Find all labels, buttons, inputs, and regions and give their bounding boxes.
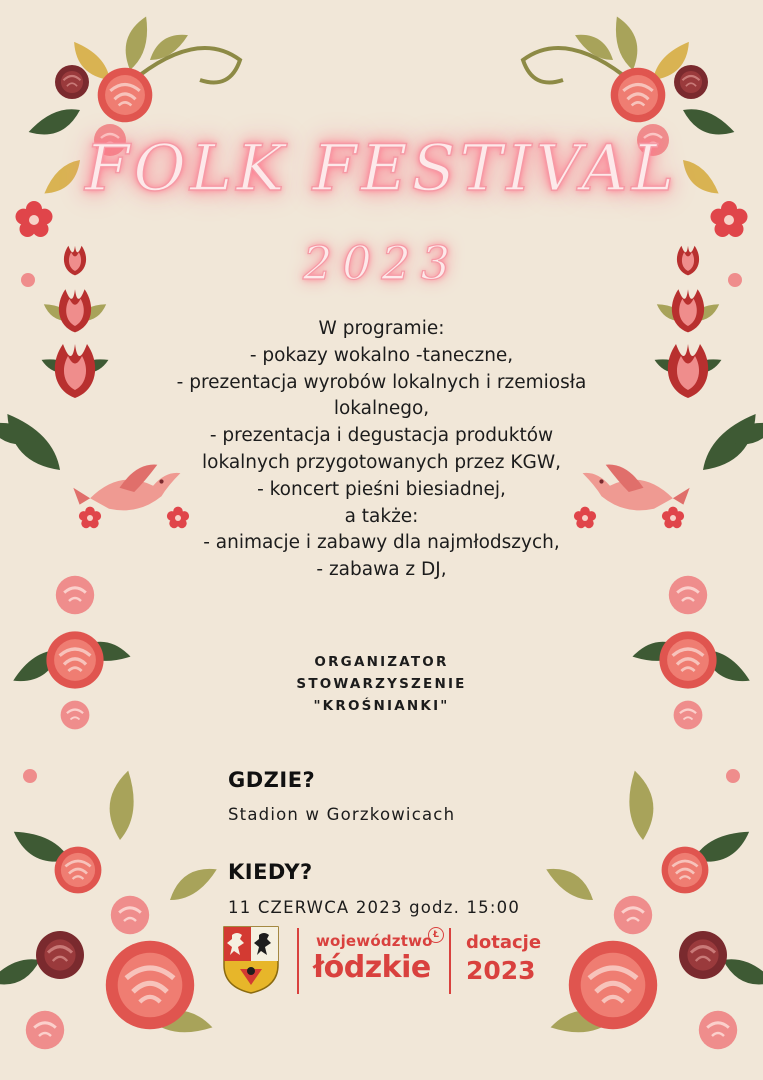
- left-leaves: [0, 403, 63, 482]
- program-line: - koncert pieśni biesiadnej,: [257, 478, 506, 500]
- when-value: 11 CZERWCA 2023 godz. 15:00: [228, 898, 521, 917]
- organizer-label: ORGANIZATOR: [314, 654, 449, 670]
- logo-divider: [297, 928, 299, 994]
- program-line: - animacje i zabawy dla najmłodszych,: [203, 532, 560, 554]
- organizer-name-line2: "KROŚNIANKI": [313, 698, 450, 714]
- corner-bottom-right: [541, 768, 763, 1049]
- right-leaves: [700, 403, 763, 482]
- right-lower-motif: [631, 576, 756, 730]
- program-line: lokalnego,: [333, 398, 430, 420]
- program-line: - prezentacja wyrobów lokalnych i rzemiosła: [176, 371, 587, 393]
- left-lower-motif: [8, 576, 133, 730]
- grant-year: 2023: [466, 956, 536, 985]
- where-label: GDZIE?: [228, 768, 316, 792]
- organizer-name-line1: STOWARZYSZENIE: [296, 676, 467, 692]
- program-line: - prezentacja i degustacja produktów: [209, 425, 554, 447]
- corner-bottom-left: [0, 768, 222, 1049]
- program-line: W programie:: [318, 318, 445, 339]
- program-line: lokalnych przygotowanych przez KGW,: [201, 451, 561, 473]
- when-label: KIEDY?: [228, 860, 313, 884]
- region-name-small: województwo: [316, 932, 433, 950]
- program-line: a także:: [344, 505, 419, 527]
- where-value: Stadion w Gorzkowicach: [228, 805, 456, 824]
- grant-label: dotacje: [466, 932, 542, 953]
- program-text: [140, 316, 623, 584]
- coat-of-arms-icon: [222, 925, 280, 995]
- region-badge: Ł: [428, 927, 444, 943]
- logo-divider: [449, 928, 451, 994]
- program-line: - pokazy wokalno -taneczne,: [249, 344, 514, 366]
- program-line: - zabawa z DJ,: [316, 559, 447, 581]
- region-name-large: łódzkie: [313, 950, 431, 985]
- festival-title: FOLK FESTIVAL: [84, 132, 679, 206]
- festival-year: 2023: [302, 236, 461, 290]
- organizer-block: [170, 651, 593, 717]
